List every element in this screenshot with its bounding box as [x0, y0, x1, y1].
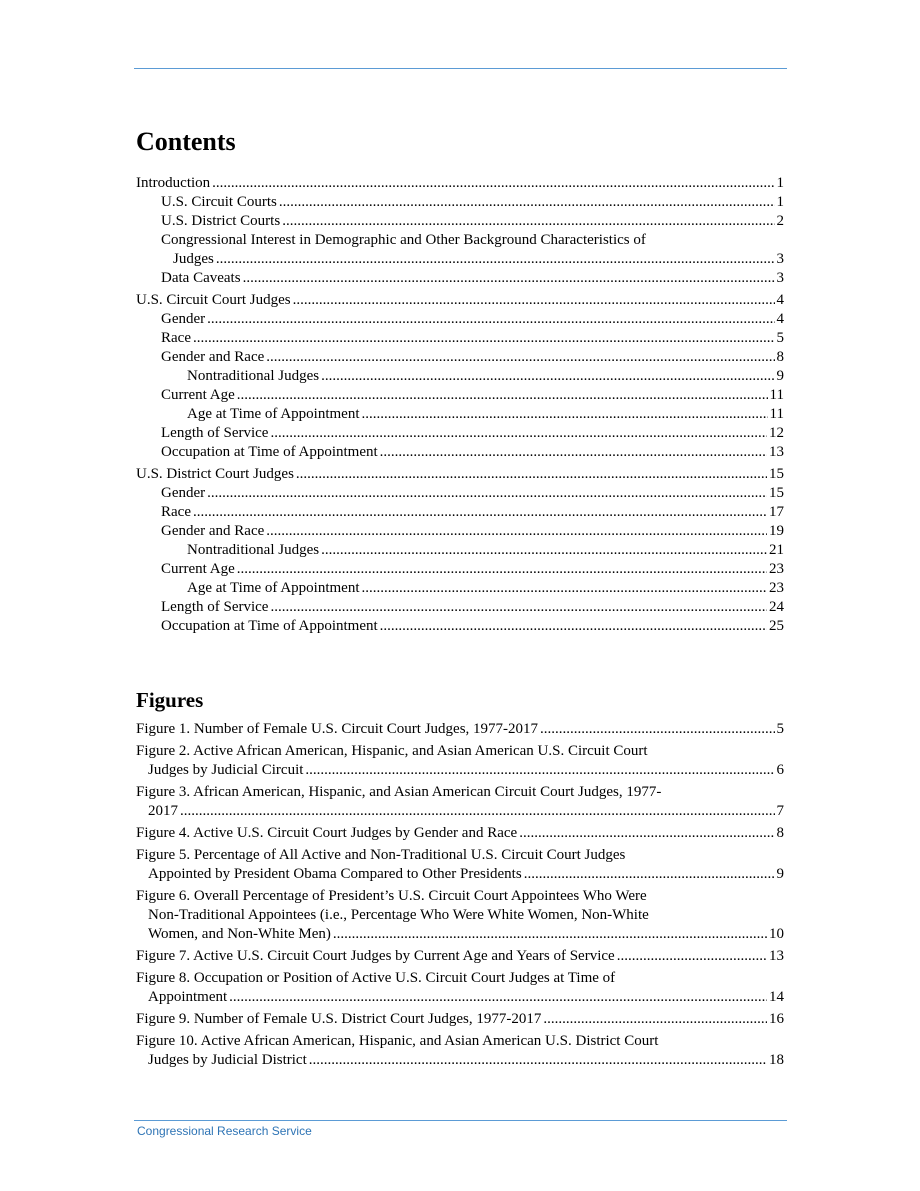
- toc-entry[interactable]: [136, 465, 784, 484]
- figure-entry-title: Figure 1. Number of Female U.S. Circuit Court Judges, 1977-2017: [136, 721, 539, 737]
- toc-entry-line[interactable]: [187, 367, 784, 386]
- figure-entry[interactable]: [136, 947, 784, 966]
- figure-entry-page-number: 9: [776, 866, 784, 882]
- toc-entry-title: Gender: [161, 485, 206, 501]
- dot-leader: [362, 405, 768, 424]
- dot-leader: [321, 367, 774, 386]
- toc-entry-title: Current Age: [161, 561, 235, 577]
- toc-entry-page-number: 25: [769, 618, 784, 634]
- toc-entry-title: Race: [161, 504, 191, 520]
- figure-entry-title: Judges by Judicial District: [148, 1052, 307, 1068]
- figure-entry-page-number: 18: [769, 1052, 784, 1068]
- footer-label: Congressional Research Service: [137, 1124, 312, 1138]
- toc-entry-line[interactable]: [161, 310, 784, 329]
- toc-entry[interactable]: [136, 212, 784, 231]
- dot-leader: [212, 174, 774, 193]
- dot-leader: [193, 503, 767, 522]
- figure-entry-title-line: Figure 10. Active African American, Hispanic, and Asian American U.S. District Court: [136, 1033, 659, 1049]
- toc-entry-title: Age at Time of Appointment: [187, 580, 360, 596]
- toc-entry-title: Length of Service: [161, 425, 269, 441]
- figure-entry-title-line: Figure 8. Occupation or Position of Active U.S. Circuit Court Judges at Time of: [136, 970, 616, 986]
- dot-leader: [237, 560, 767, 579]
- dot-leader: [296, 465, 767, 484]
- toc-entry-line[interactable]: [161, 560, 784, 579]
- figure-entry-title: Figure 4. Active U.S. Circuit Court Judges by Gender and Race: [136, 825, 518, 841]
- toc-entry-title: U.S. District Court Judges: [136, 466, 294, 482]
- footer-rule: [134, 1120, 787, 1121]
- toc-entry-page-number: 11: [769, 387, 784, 403]
- toc-entry-page-number: 1: [776, 194, 784, 210]
- figure-entry-page-number: 7: [776, 803, 784, 819]
- toc-entry-line[interactable]: [161, 484, 784, 503]
- toc-entry-title: Nontraditional Judges: [187, 368, 320, 384]
- figure-entry[interactable]: [136, 887, 784, 944]
- toc-entry-page-number: 5: [776, 330, 784, 346]
- toc-entry-title: Occupation at Time of Appointment: [161, 618, 378, 634]
- dot-leader: [543, 1010, 767, 1029]
- toc-entry-page-number: 19: [769, 523, 784, 539]
- toc-entry-page-number: 11: [769, 406, 784, 422]
- dot-leader: [519, 824, 774, 843]
- figure-entry-title: Judges by Judicial Circuit: [148, 762, 304, 778]
- figure-entry-page-number: 8: [776, 825, 784, 841]
- toc-entry-title-start: Congressional Interest in Demographic and Other Background Characteristics of: [161, 232, 646, 248]
- toc-entry-title: Length of Service: [161, 599, 269, 615]
- toc-entry-page-number: 3: [776, 270, 784, 286]
- toc-entry[interactable]: [136, 541, 784, 560]
- dot-leader: [243, 269, 775, 288]
- toc-entry[interactable]: [136, 405, 784, 424]
- toc-entry[interactable]: [136, 269, 784, 288]
- toc-entry-page-number: 15: [769, 485, 784, 501]
- toc-entry-page-number: 23: [769, 561, 784, 577]
- toc-entry[interactable]: [136, 310, 784, 329]
- dot-leader: [180, 802, 775, 821]
- toc-entry-line[interactable]: [161, 598, 784, 617]
- toc-entry-page-number: 1: [776, 175, 784, 191]
- toc-entry[interactable]: [136, 560, 784, 579]
- dot-leader: [321, 541, 767, 560]
- toc-entry-line[interactable]: [161, 443, 784, 462]
- dot-leader: [237, 386, 768, 405]
- toc-entry-line[interactable]: [161, 424, 784, 443]
- toc-entry[interactable]: [136, 579, 784, 598]
- toc-entry[interactable]: [136, 193, 784, 212]
- toc-entry-title: Gender and Race: [161, 523, 265, 539]
- toc-entry[interactable]: [136, 174, 784, 193]
- toc-entry[interactable]: [136, 348, 784, 367]
- toc-entry-title: Occupation at Time of Appointment: [161, 444, 378, 460]
- figure-entry-page-number: 13: [769, 948, 784, 964]
- dot-leader: [380, 443, 767, 462]
- toc-entry-line[interactable]: [187, 579, 784, 598]
- toc-entry[interactable]: [136, 424, 784, 443]
- toc-entry-line[interactable]: [161, 348, 784, 367]
- figure-entry[interactable]: [136, 969, 784, 1007]
- figure-entry[interactable]: [136, 824, 784, 843]
- figure-entry-title-line: Figure 6. Overall Percentage of President’s U.S. Circuit Court Appointees Who Were: [136, 888, 647, 904]
- list-of-figures: [136, 720, 784, 1070]
- dot-leader: [540, 720, 774, 739]
- table-of-contents: [136, 174, 784, 636]
- dot-leader: [617, 947, 767, 966]
- figure-entry-line[interactable]: [136, 802, 784, 821]
- dot-leader: [362, 579, 768, 598]
- dot-leader: [266, 348, 774, 367]
- toc-entry-title: Introduction: [136, 175, 211, 191]
- toc-entry-line[interactable]: [161, 250, 784, 269]
- toc-entry[interactable]: [136, 329, 784, 348]
- figure-entry-title: Figure 9. Number of Female U.S. District Court Judges, 1977-2017: [136, 1011, 542, 1027]
- figure-entry-line[interactable]: [136, 761, 784, 780]
- toc-entry-line[interactable]: [161, 522, 784, 541]
- toc-entry-page-number: 4: [776, 311, 784, 327]
- toc-entry-line[interactable]: [161, 329, 784, 348]
- toc-entry-line[interactable]: [161, 617, 784, 636]
- toc-entry-page-number: 23: [769, 580, 784, 596]
- figure-entry-title: Figure 7. Active U.S. Circuit Court Judges by Current Age and Years of Service: [136, 948, 615, 964]
- toc-entry-line[interactable]: [161, 193, 784, 212]
- toc-entry-title: Race: [161, 330, 191, 346]
- figure-entry-line[interactable]: [136, 1051, 784, 1070]
- toc-entry-title: U.S. Circuit Court Judges: [136, 292, 291, 308]
- figure-entry-line[interactable]: [136, 720, 784, 739]
- figure-entry-page-number: 5: [776, 721, 784, 737]
- toc-entry-page-number: 21: [769, 542, 784, 558]
- figure-entry-line[interactable]: [136, 1010, 784, 1029]
- toc-entry-line[interactable]: [136, 291, 784, 310]
- toc-entry[interactable]: [136, 484, 784, 503]
- dot-leader: [193, 329, 775, 348]
- toc-entry[interactable]: [136, 367, 784, 386]
- toc-entry-page-number: 2: [776, 213, 784, 229]
- toc-entry-line[interactable]: [161, 269, 784, 288]
- toc-entry-title: Data Caveats: [161, 270, 241, 286]
- dot-leader: [229, 988, 767, 1007]
- dot-leader: [270, 598, 767, 617]
- toc-entry-page-number: 9: [776, 368, 784, 384]
- toc-entry-line[interactable]: [161, 386, 784, 405]
- toc-entry[interactable]: [136, 522, 784, 541]
- toc-entry-page-number: 24: [769, 599, 784, 615]
- toc-entry[interactable]: [136, 443, 784, 462]
- toc-entry-page-number: 12: [769, 425, 784, 441]
- toc-entry-title: U.S. District Courts: [161, 213, 281, 229]
- figure-entry-title: Appointment: [148, 989, 228, 1005]
- toc-entry-title: Judges: [173, 251, 214, 267]
- toc-entry[interactable]: [136, 598, 784, 617]
- toc-entry-line[interactable]: [187, 541, 784, 560]
- figure-entry-title: 2017: [148, 803, 178, 819]
- dot-leader: [293, 291, 775, 310]
- toc-entry[interactable]: [136, 386, 784, 405]
- toc-entry-page-number: 8: [776, 349, 784, 365]
- figure-entry[interactable]: [136, 1032, 784, 1070]
- figure-entry[interactable]: [136, 742, 784, 780]
- dot-leader: [216, 250, 775, 269]
- contents-heading: Contents: [136, 127, 236, 156]
- figure-entry[interactable]: [136, 783, 784, 821]
- figure-entry-page-number: 6: [776, 762, 784, 778]
- figure-entry[interactable]: [136, 720, 784, 739]
- dot-leader: [305, 761, 774, 780]
- toc-entry-page-number: 13: [769, 444, 784, 460]
- figure-entry-line[interactable]: [136, 824, 784, 843]
- figure-entry-line[interactable]: [136, 988, 784, 1007]
- dot-leader: [207, 484, 767, 503]
- dot-leader: [282, 212, 774, 231]
- dot-leader: [279, 193, 775, 212]
- toc-entry-page-number: 4: [776, 292, 784, 308]
- toc-entry-page-number: 17: [769, 504, 784, 520]
- figure-entry-page-number: 10: [769, 926, 784, 942]
- toc-entry-title: Current Age: [161, 387, 235, 403]
- header-rule: [134, 68, 787, 69]
- toc-entry-title: Gender and Race: [161, 349, 265, 365]
- figure-entry-line[interactable]: [136, 925, 784, 944]
- figure-entry-title: Appointed by President Obama Compared to Other Presidents: [148, 866, 522, 882]
- dot-leader: [309, 1051, 767, 1070]
- figure-entry-line[interactable]: [136, 865, 784, 884]
- figure-entry-title-line: Figure 2. Active African American, Hispanic, and Asian American U.S. Circuit Court: [136, 743, 648, 759]
- toc-entry-line[interactable]: [187, 405, 784, 424]
- toc-entry-title: U.S. Circuit Courts: [161, 194, 277, 210]
- figures-heading: Figures: [136, 688, 204, 712]
- toc-entry-line[interactable]: [161, 212, 784, 231]
- toc-entry-title: Age at Time of Appointment: [187, 406, 360, 422]
- figure-entry[interactable]: [136, 1010, 784, 1029]
- toc-entry[interactable]: [136, 231, 784, 269]
- toc-entry[interactable]: [136, 291, 784, 310]
- figure-entry-title: Women, and Non-White Men): [148, 926, 331, 942]
- toc-entry-title: Nontraditional Judges: [187, 542, 320, 558]
- toc-entry-page-number: 15: [769, 466, 784, 482]
- toc-entry-title: Gender: [161, 311, 206, 327]
- toc-entry[interactable]: [136, 503, 784, 522]
- toc-entry-line[interactable]: [136, 465, 784, 484]
- figure-entry[interactable]: [136, 846, 784, 884]
- figure-entry-title-line: Figure 3. African American, Hispanic, and Asian American Circuit Court Judges, 1977-: [136, 784, 662, 800]
- figure-entry-line[interactable]: [136, 947, 784, 966]
- toc-entry-line[interactable]: [161, 503, 784, 522]
- dot-leader: [207, 310, 774, 329]
- dot-leader: [380, 617, 767, 636]
- dot-leader: [270, 424, 767, 443]
- toc-entry[interactable]: [136, 617, 784, 636]
- figure-entry-page-number: 14: [769, 989, 784, 1005]
- figure-entry-title-line: Figure 5. Percentage of All Active and Non-Traditional U.S. Circuit Court Judges: [136, 847, 626, 863]
- dot-leader: [524, 865, 775, 884]
- dot-leader: [333, 925, 767, 944]
- figure-entry-title-line: Non-Traditional Appointees (i.e., Percentage Who Were White Women, Non-White: [148, 907, 649, 923]
- figure-entry-page-number: 16: [769, 1011, 784, 1027]
- dot-leader: [266, 522, 767, 541]
- toc-entry-line[interactable]: [136, 174, 784, 193]
- toc-entry-page-number: 3: [776, 251, 784, 267]
